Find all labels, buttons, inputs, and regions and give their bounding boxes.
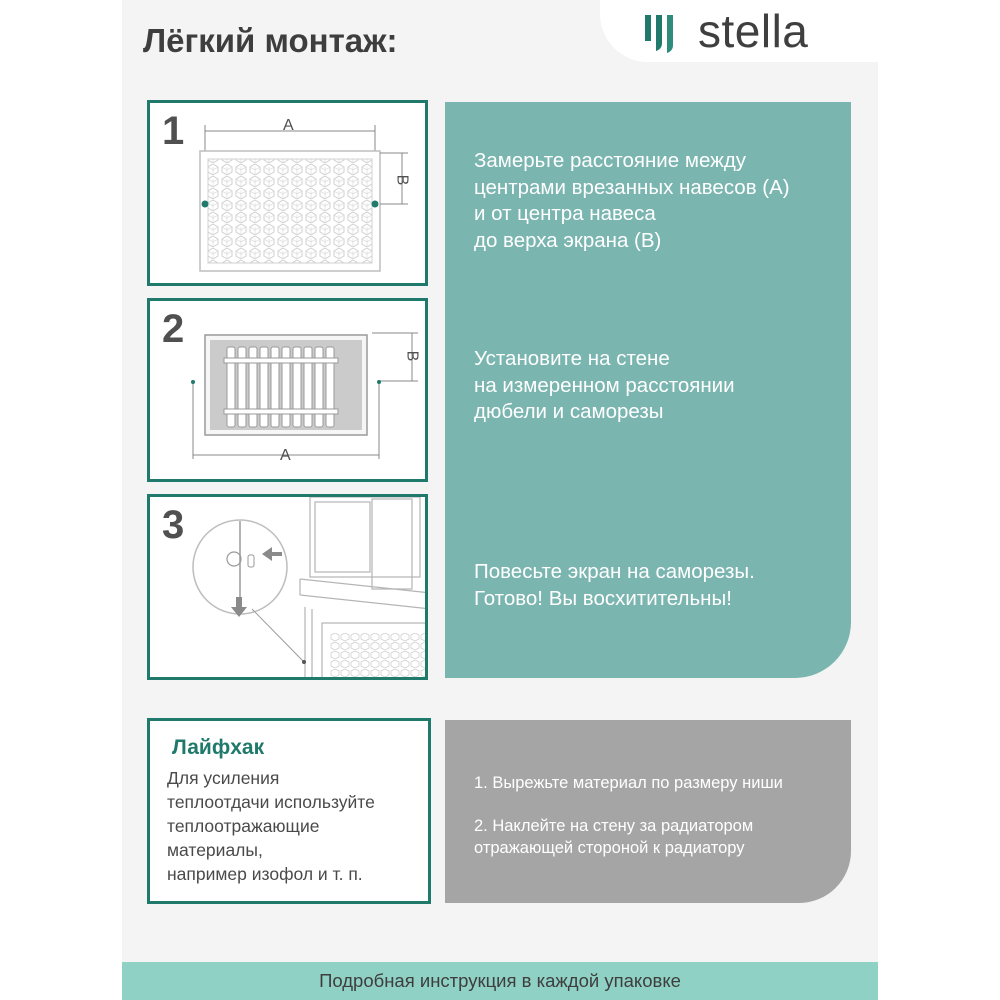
tip-step-2: 2. Наклейте на стену за радиатором отражающей стороной к радиатору xyxy=(474,817,754,857)
page-title: Лёгкий монтаж: xyxy=(143,22,398,59)
step-1-number: 1 xyxy=(162,109,185,153)
step-2-card xyxy=(147,298,428,482)
brand-name: stella xyxy=(698,5,809,57)
tip-steps-panel xyxy=(445,720,851,903)
step-2-text: Установите на стене на измеренном расстоянии дюбели и саморезы xyxy=(474,347,735,423)
step-1-label-a: A xyxy=(283,117,294,134)
step-3-number: 3 xyxy=(162,503,185,547)
step-2-number: 2 xyxy=(162,307,185,351)
tip-step-1: 1. Вырежьте материал по размеру ниши xyxy=(474,774,783,792)
step-2-label-a: A xyxy=(280,447,291,464)
brand-logo xyxy=(642,4,808,58)
step-2-label-b: B xyxy=(403,350,421,362)
step-1-label-b: B xyxy=(393,174,411,186)
tip-text: Для усиления теплоотдачи используйте теплоотражающие материалы, например изофол и т. п. xyxy=(167,768,375,884)
tip-title: Лайфхак xyxy=(172,736,265,759)
footer-banner xyxy=(122,962,878,1000)
stella-logo-icon xyxy=(642,9,686,53)
step-3-illustration xyxy=(150,497,428,680)
step-1-card xyxy=(147,100,428,286)
step-3-card xyxy=(147,494,428,680)
step-1-text: Замерьте расстояние между центрами врезанных навесов (А) и от центра навеса до верха экрана (В) xyxy=(474,149,790,252)
step-3-text: Повесьте экран на саморезы. Готово! Вы восхитительны! xyxy=(474,560,755,610)
footer-text: Подробная инструкция в каждой упаковке xyxy=(319,970,681,991)
